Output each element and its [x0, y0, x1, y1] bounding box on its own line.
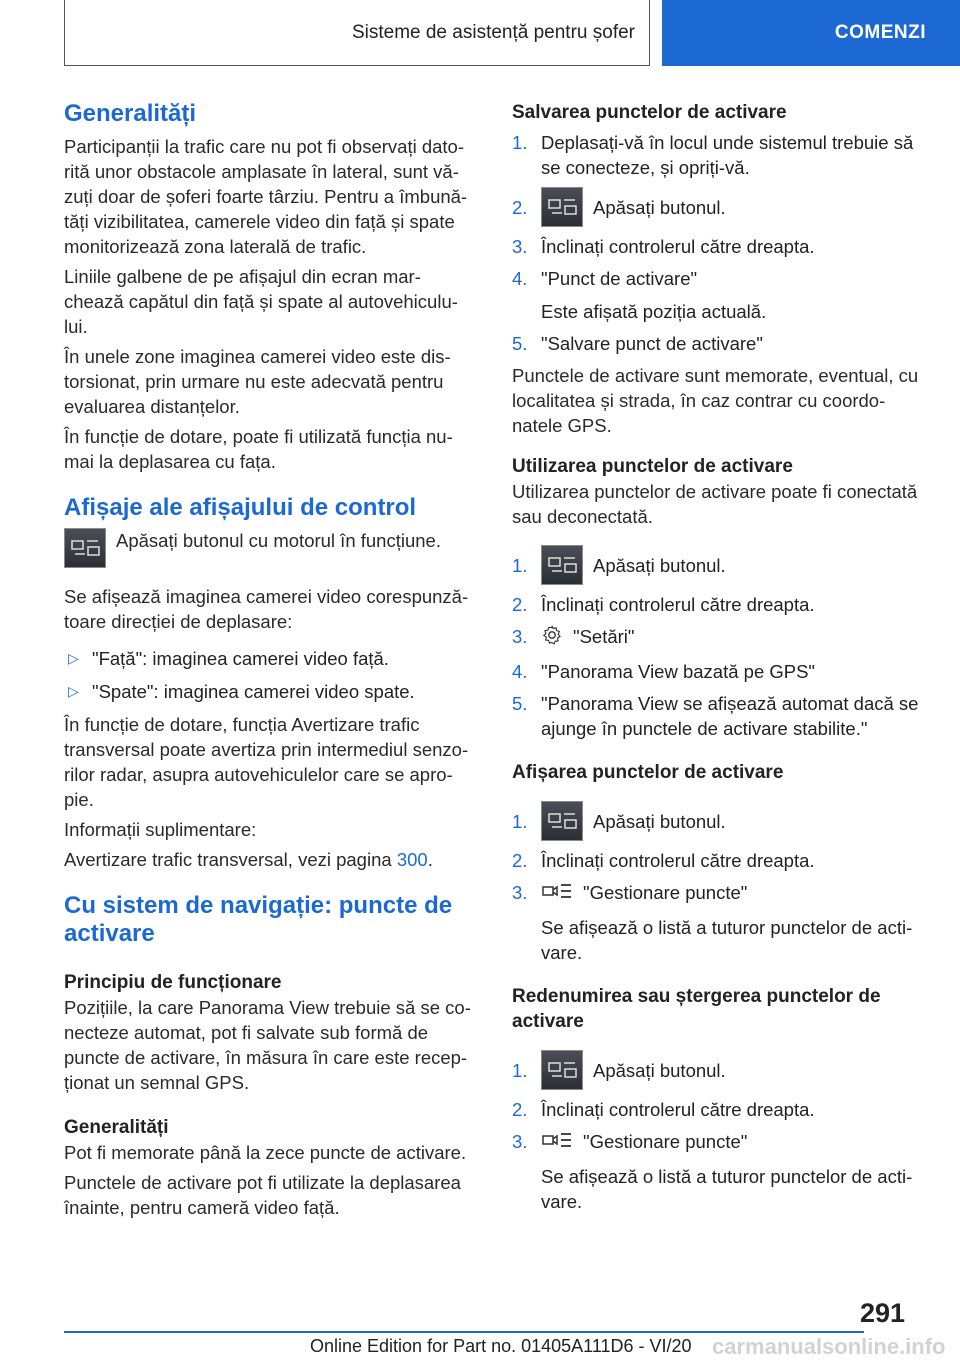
watermark: carmanualsonline.info	[712, 1334, 946, 1359]
step-item: 2. Înclinați controlerul către dreapta.	[512, 594, 815, 615]
heading-use: Utilizarea punctelor de activare	[512, 456, 793, 477]
reference-paragraph: Avertizare trafic transversal, vezi pagina 300.	[64, 849, 433, 870]
step-item: 3. "Gestionare puncte" Se afișează o listă a tuturor punctelor de acti-vare.	[512, 1131, 913, 1213]
step-item: 4. "Panorama View bazată pe GPS"	[512, 661, 816, 683]
list-item: ▷ "Spate": imaginea camerei video spate.	[64, 679, 478, 704]
heading-navigation: Cu sistem de navigație: puncte de activare	[64, 892, 453, 947]
paragraph: Punctele de activare sunt memorate, eventual, cu localitatea și strada, în caz contrar cu coordo-natele GPS.	[512, 365, 919, 436]
step-item: 1. Deplasați-vă în locul unde sistemul trebuie să se conecteze, și opriți-vă.	[512, 132, 914, 178]
page-header	[0, 0, 960, 66]
step-item: 3. Înclinați controlerul către dreapta.	[512, 236, 815, 257]
heading-show: Afișarea punctelor de activare	[512, 762, 784, 784]
camera-button-icon	[541, 1050, 583, 1090]
right-column	[512, 100, 932, 1221]
tab-comenzi[interactable]: COMENZI	[662, 0, 960, 66]
step-item: 5. "Salvare punct de activare"	[512, 333, 763, 354]
paragraph: Se afișează imaginea camerei video corespunză-toare direcției de deplasare:	[64, 586, 469, 632]
list-item: ▷ "Față": imaginea camerei video față.	[64, 646, 478, 671]
press-text: Apăsați butonul cu motorul în funcțiune.	[116, 530, 441, 551]
paragraph: Pot fi memorate până la zece puncte de activare.	[64, 1142, 467, 1163]
section-title: Sisteme de asistență pentru șofer	[64, 0, 650, 66]
camera-button-icon	[541, 187, 583, 227]
footer-divider	[64, 1331, 864, 1333]
triangle-bullet-icon: ▷	[68, 683, 79, 699]
camera-button-icon	[541, 545, 583, 585]
gear-icon	[541, 624, 563, 652]
paragraph: Punctele de activare pot fi utilizate la deplasarea înainte, pentru cameră video față.	[64, 1172, 461, 1218]
step-item: 1. Apăsați butonul.	[512, 545, 932, 585]
heading-rename: Redenumirea sau ștergerea punctelor de activare	[512, 986, 881, 1033]
page-number: 291	[860, 1298, 906, 1328]
camera-list-icon	[541, 881, 573, 907]
heading-principle: Principiu de funcționare	[64, 972, 282, 993]
camera-list-icon	[541, 1130, 573, 1156]
paragraph: În funcție de dotare, poate fi utilizată funcția nu-mai la deplasarea cu fața.	[64, 426, 453, 472]
footer-edition: Online Edition for Part no. 01405A111D6 - VI/20	[310, 1336, 692, 1356]
camera-button-icon	[64, 528, 106, 568]
paragraph: Pozițiile, la care Panorama View trebuie să se co-necteze automat, pot fi salvate sub formă de puncte de activare, în măsura în care este recep-ționat un semnal GPS.	[64, 997, 471, 1093]
paragraph: Utilizarea punctelor de activare poate fi conectată sau deconectată.	[512, 481, 918, 527]
heading-general-sub: Generalități	[64, 1117, 169, 1138]
paragraph: În funcție de dotare, funcția Avertizare trafic transversal poate avertiza prin intermediul senzo-rilor radar, asupra autovehiculelor care se apro-pie.	[64, 714, 469, 810]
paragraph: În unele zone imaginea camerei video este dis-torsionat, prin urmare nu este adecvată pentru evaluarea distanțelor.	[64, 346, 451, 417]
step-item: 2. Apăsați butonul.	[512, 187, 932, 227]
paragraph: Participanții la trafic care nu pot fi observați dato-rită unor obstacole amplasate în lateral, sunt vă-zuți doar de șoferi foarte târziu. Pentru a îmbună-tăți vizibilitatea, camerele video din față și spate monitorizează zona laterală de trafic.	[64, 136, 468, 257]
heading-general: Generalități	[64, 100, 197, 127]
step-item: 3. "Gestionare puncte" Se afișează o listă a tuturor punctelor de acti-vare.	[512, 882, 913, 964]
step-item: 5. "Panorama View se afișează automat dacă se ajunge în punctele de activare stabilite."	[512, 693, 919, 740]
page-link[interactable]: 300	[396, 849, 428, 870]
step-item: 2. Înclinați controlerul către dreapta.	[512, 850, 815, 872]
heading-save: Salvarea punctelor de activare	[512, 102, 787, 123]
step-item: 4. "Punct de activare" Este afișată poziția actuală.	[512, 268, 767, 322]
step-item: 1. Apăsați butonul.	[512, 801, 932, 841]
paragraph: Liniile galbene de pe afișajul din ecran mar-chează capătul din față și spate al autovehiculu-lui.	[64, 266, 458, 337]
step-item: 1. Apăsați butonul.	[512, 1050, 932, 1090]
step-item: 2. Înclinați controlerul către dreapta.	[512, 1099, 815, 1121]
press-instruction	[64, 528, 478, 568]
step-item: 3. "Setări"	[512, 624, 932, 652]
triangle-bullet-icon: ▷	[68, 650, 79, 666]
heading-display: Afișaje ale afișajului de control	[64, 494, 417, 521]
left-column	[64, 100, 478, 1220]
paragraph: Informații suplimentare:	[64, 819, 257, 840]
camera-button-icon	[541, 801, 583, 841]
